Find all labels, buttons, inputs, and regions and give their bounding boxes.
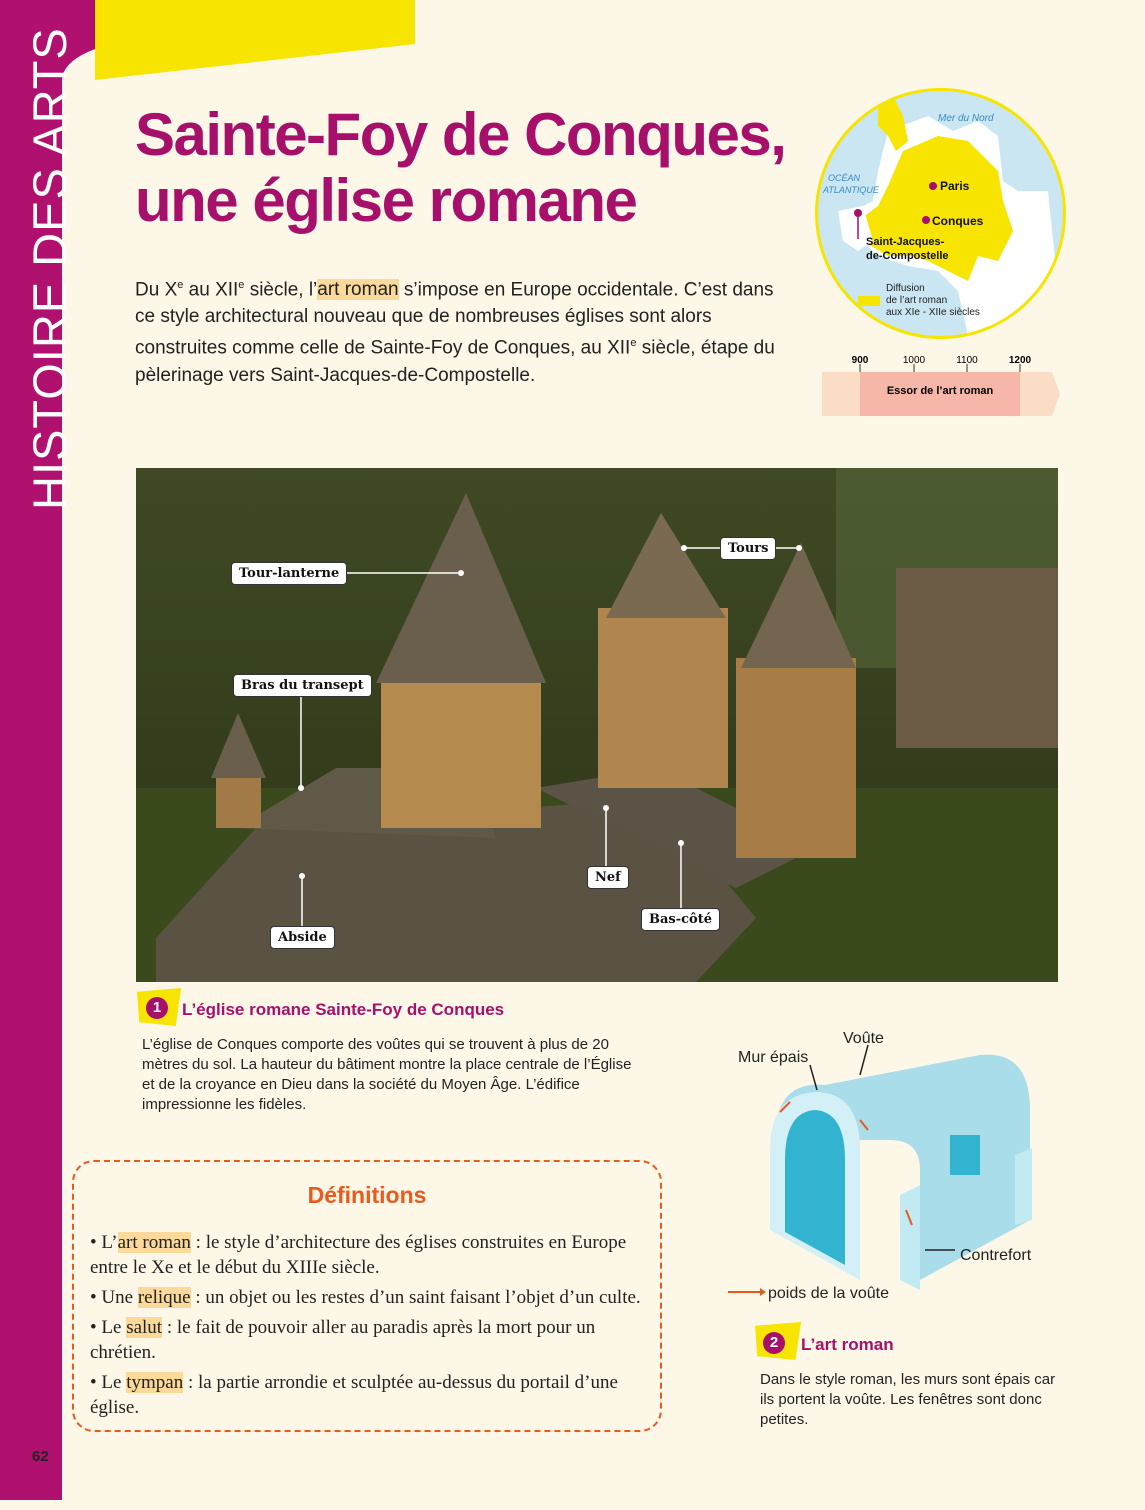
legend-swatch <box>858 296 880 306</box>
label-voute: Voûte <box>843 1030 884 1047</box>
label-mur-epais: Mur épais <box>738 1049 809 1066</box>
term-salut[interactable]: salut <box>126 1317 163 1338</box>
definitions-list <box>90 1230 650 1425</box>
svg-text:1200: 1200 <box>1008 355 1032 366</box>
caption1-number: 1 <box>146 997 168 1019</box>
map-svg <box>818 91 1063 336</box>
svg-text:Mer du Nord: Mer du Nord <box>938 113 994 124</box>
top-yellow-band <box>95 0 415 80</box>
label-bas-cote: Bas-côté <box>641 908 720 931</box>
label-tours: Tours <box>720 537 776 560</box>
svg-text:Saint-Jacques-: Saint-Jacques- <box>866 236 945 248</box>
intro-paragraph: Du Xe au XIIe siècle, l’art roman s’impose en Europe occidentale. C’est dans ce style architectural nouveau que de nombreuses églises sont alors construites comme celle de Sainte-Foy de Conques, au XIIe siècle, étape du pèlerinage vers Saint-Jacques-de-Compostelle. <box>135 279 775 386</box>
svg-text:OCÉAN: OCÉAN <box>828 173 861 183</box>
svg-text:Diffusion: Diffusion <box>886 283 925 294</box>
arch-diagram <box>720 1020 1080 1310</box>
label-tour-lanterne: Tour-lanterne <box>231 562 347 585</box>
caption1-text: L’église de Conques comporte des voûtes qui se trouvent à plus de 20 mètres du sol. La hauteur du bâtiment montre la place centrale de l’Église et de la croyance en Dieu dans la société du Moyen Âge. L’édifice impressionne les fidèles. <box>142 1036 632 1113</box>
svg-text:1100: 1100 <box>956 355 978 366</box>
caption2-text: Dans le style roman, les murs sont épais car ils portent la voûte. Les fenêtres sont donc petites. <box>760 1371 1056 1428</box>
definition-item: • Une relique : un objet ou les restes d’un saint faisant l’objet d’un culte. <box>90 1287 641 1308</box>
label-nef: Nef <box>587 866 629 889</box>
caption1-title: L’église romane Sainte-Foy de Conques <box>182 1000 505 1019</box>
legend-arrow-label: poids de la voûte <box>768 1285 889 1302</box>
europe-map <box>815 88 1066 339</box>
definitions-title: Définitions <box>307 1182 427 1208</box>
label-contrefort: Contrefort <box>960 1247 1032 1264</box>
definition-item: • Le salut : le fait de pouvoir aller au paradis après la mort pour un chrétien. <box>90 1317 596 1363</box>
section-label: HISTOIRE DES ARTS <box>23 27 76 510</box>
svg-text:de-Compostelle: de-Compostelle <box>866 250 949 262</box>
svg-text:de l’art roman: de l’art roman <box>886 295 948 306</box>
title-line2: une église romane <box>135 167 637 234</box>
definition-item: • Le tympan : la partie arrondie et sculptée au-dessus du portail d’une église. <box>90 1372 618 1418</box>
svg-text:1000: 1000 <box>902 355 926 366</box>
title-line1: Sainte-Foy de Conques, <box>135 101 786 168</box>
term-tympan[interactable]: tympan <box>126 1372 184 1393</box>
paris-marker <box>929 182 937 190</box>
label-bras-transept: Bras du transept <box>233 674 372 697</box>
svg-text:900: 900 <box>851 355 869 366</box>
svg-text:Essor de l’art roman: Essor de l’art roman <box>886 385 994 397</box>
caption2-number: 2 <box>763 1332 785 1354</box>
church-photo <box>136 468 1058 982</box>
definition-item: • L’art roman : le style d’architecture des églises construites en Europe entre le Xe et le début du XIIIe siècle. <box>90 1232 627 1278</box>
term-art-roman[interactable]: art roman <box>317 279 399 301</box>
conques-marker <box>922 216 930 224</box>
paris-label: Paris <box>940 179 970 193</box>
label-abside: Abside <box>270 926 335 949</box>
timeline <box>822 354 1062 424</box>
term-relique[interactable]: relique <box>137 1287 191 1308</box>
definitions-box <box>72 1160 662 1432</box>
term-art-roman-def[interactable]: art roman <box>117 1232 191 1253</box>
conques-label: Conques <box>932 214 984 228</box>
caption2-title: L’art roman <box>801 1335 894 1354</box>
page-title <box>135 102 815 234</box>
page-number: 62 <box>32 1448 49 1465</box>
svg-text:ATLANTIQUE: ATLANTIQUE <box>823 185 879 195</box>
svg-text:aux XIe - XIIe siècles: aux XIe - XIIe siècles <box>886 307 980 318</box>
